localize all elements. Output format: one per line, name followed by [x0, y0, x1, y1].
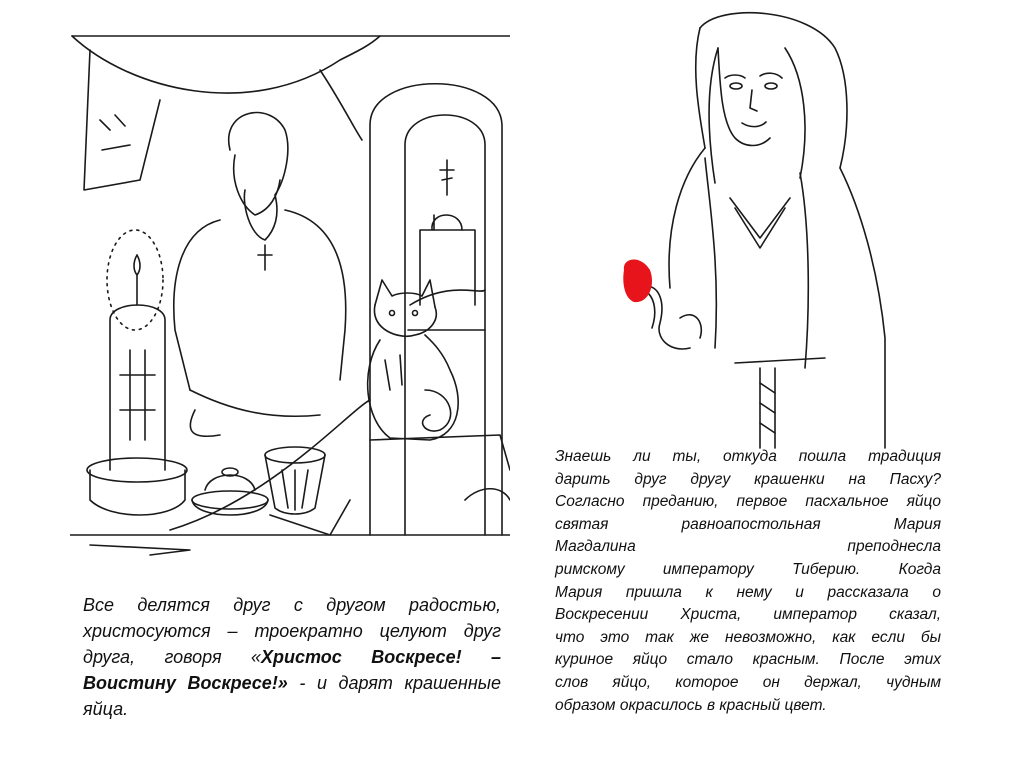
right-caption-line: Знаешь ли ты, откуда пошла традиция: [555, 448, 941, 465]
easter-greeting-bold: Христос Воскресе! – Воистину Воскресе!»: [83, 647, 501, 693]
right-caption-line: куриное яйцо стало красным. После этих: [555, 651, 941, 669]
right-caption: [555, 446, 941, 717]
tunic: [705, 158, 825, 448]
right-caption-line: дарить друг другу крашенки на Пасху?: [555, 470, 941, 488]
lidded-bowl: [192, 468, 268, 515]
table: [70, 400, 510, 555]
left-caption-part2: - и дарят крашенные яйца.: [83, 673, 501, 719]
right-caption-line: Мария пришла к нему и рассказала о: [555, 583, 941, 601]
right-caption-line: слов яйцо, которое он держал, чудным: [555, 673, 941, 691]
red-egg: [623, 259, 652, 302]
side-table: [370, 435, 510, 500]
face: [718, 48, 782, 146]
right-caption-line: Воскресении Христа, император сказал,: [555, 606, 941, 624]
right-caption-line: образом окрасилось в красный цвет.: [555, 696, 827, 714]
hanging-towel: [72, 36, 510, 190]
right-caption-line: римскому императору Тиберию. Когда: [555, 560, 941, 578]
left-caption-part1: Все делятся друг с другом радостью, христосуются – троекратно целуют друг друга, говоря «: [83, 595, 501, 667]
illustration-mary-magdalene: [610, 8, 890, 458]
hair: [709, 48, 805, 183]
illustration-man-with-cat: [70, 30, 510, 560]
right-caption-line: Магдалина преподнесла: [555, 538, 941, 556]
candle-stand: [87, 230, 187, 515]
left-caption: [83, 592, 501, 722]
right-caption-line: святая равноапостольная Мария: [555, 515, 941, 533]
right-caption-line: Согласно преданию, первое пасхальное яйцо: [555, 493, 941, 511]
right-caption-line: что это так же невозможно, как если бы: [555, 628, 941, 646]
glass-cup: [265, 447, 350, 535]
man-figure: [174, 113, 346, 437]
hood-veil: [669, 13, 885, 448]
